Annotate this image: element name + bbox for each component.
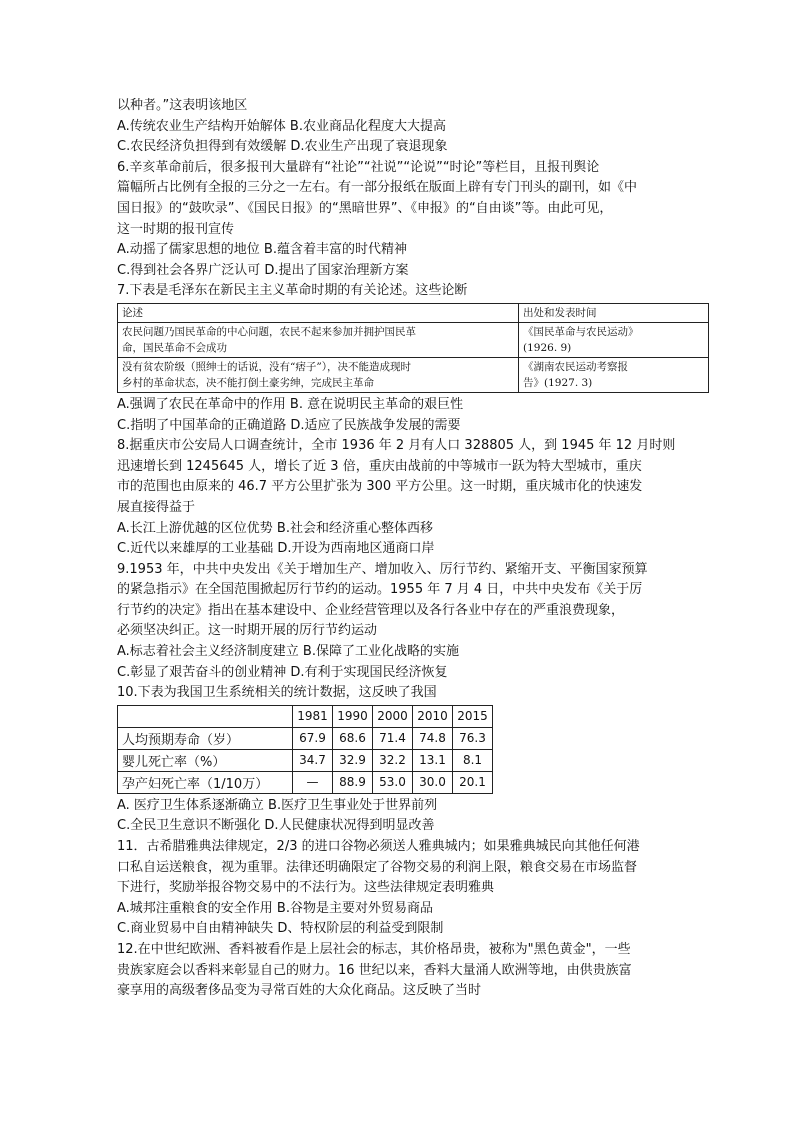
option-line: A. 医疗卫生体系逐渐确立 B.医疗卫生事业处于世界前列 — [117, 797, 438, 813]
year-header: 2000 — [373, 705, 413, 727]
text-line: 这一时期的报刊宣传 — [117, 221, 235, 237]
cell-line: 《湖南农民运动考察报 — [523, 360, 628, 373]
table-cell — [118, 322, 519, 357]
question-12: 12.在中世纪欧洲、香料被看作是上层社会的标志，其价格昂贵，被称为"黑色黄金"，一些 — [117, 942, 631, 957]
text-line: 口私自运送粮食，视为重罪。法律还明确限定了谷物交易的利润上限，粮食交易在市场监督 — [117, 859, 638, 875]
row-label: 婴儿死亡率（%） — [118, 749, 293, 771]
question-8: 8.据重庆市公安局人口调查统计，全市 1936 年 2 月有人口 328805 人，到 1945 年 12 月时则 — [117, 438, 676, 454]
question-7: 7.下表是毛泽东在新民主主义革命时期的有关论述。这些论断 — [117, 283, 468, 299]
text-line: 以种者。”这表明该地区 — [117, 98, 248, 113]
table-cell: 71.4 — [373, 727, 413, 749]
table-row — [118, 749, 493, 771]
row-label: 孕产妇死亡率（1/10万） — [118, 771, 293, 793]
year-header: 1981 — [293, 705, 333, 727]
table-cell — [118, 357, 519, 392]
table-header-empty — [118, 705, 293, 727]
table-cell: 53.0 — [373, 771, 413, 793]
year-header: 1990 — [333, 705, 373, 727]
table-header: 出处和发表时间 — [519, 303, 709, 322]
option-line: A.传统农业生产结构开始解体 B.农业商品化程度大大提高 — [117, 118, 446, 134]
text-line: 市的范围也由原来的 46.7 平方公里扩张为 300 平方公里。这一时期，重庆城市化的快速发 — [117, 479, 643, 495]
table-cell: — — [293, 771, 333, 793]
table-cell: 32.2 — [373, 749, 413, 771]
table-row — [118, 771, 493, 793]
option-line: C.指明了中国革命的正确道路 D.适应了民族战争发展的需要 — [117, 417, 461, 433]
option-line: C.全民卫生意识不断强化 D.人民健康状况得到明显改善 — [117, 818, 435, 834]
table-cell: 30.0 — [413, 771, 453, 793]
row-label: 人均预期寿命（岁） — [118, 727, 293, 749]
quote-table — [117, 303, 709, 393]
text-line: 贵族家庭会以香料来彰显自己的财力。16 世纪以来，香料大量涌人欧洲等地，由供贵族富 — [117, 962, 632, 978]
table-cell — [519, 357, 709, 392]
question-10: 10.下表为我国卫生系统相关的统计数据，这反映了我国 — [117, 685, 437, 701]
option-line: C.商业贸易中自由精神缺失 D、特权阶层的利益受到限制 — [117, 921, 444, 937]
table-row — [118, 357, 709, 392]
cell-line: 命，国民革命不会成功 — [122, 341, 227, 354]
question-9: 9.1953 年，中共中央发出《关于增加生产、增加收入、厉行节约、紧缩开支、平衡国家预算 — [117, 561, 648, 577]
table-cell: 32.9 — [333, 749, 373, 771]
text-line: 迅速增长到 1245645 人，增长了近 3 倍，重庆由战前的中等城市一跃为特大型城市，重庆 — [117, 458, 642, 474]
cell-line: (1926. 9) — [523, 341, 572, 354]
text-block-mid — [117, 395, 687, 704]
option-line: C.农民经济负担得到有效缓解 D.农业生产出现了衰退现象 — [117, 139, 448, 155]
text-line: 豪享用的高级奢侈品变为寻常百姓的大众化商品。这反映了当时 — [117, 983, 482, 999]
text-line: 下进行，奖励举报谷物交易中的不法行为。这些法律规定表明雅典 — [117, 880, 495, 896]
table-cell: 20.1 — [453, 771, 493, 793]
option-line: A.强调了农民在革命中的作用 B. 意在说明民主革命的艰巨性 — [117, 396, 464, 412]
option-line: C.彰显了艰苦奋斗的创业精神 D.有利于实现国民经济恢复 — [117, 664, 448, 680]
option-line: A.标志着社会主义经济制度建立 B.保障了工业化战略的实施 — [117, 644, 459, 660]
text-block-top — [117, 96, 687, 302]
text-block-bottom — [117, 796, 687, 1002]
year-header: 2015 — [453, 705, 493, 727]
table-cell: 67.9 — [293, 727, 333, 749]
table-row — [118, 322, 709, 357]
option-line: C.得到社会各界广泛认可 D.提出了国家治理新方案 — [117, 262, 409, 278]
cell-line: 没有贫农阶级（照绅士的话说，没有“痞子”），决不能造成现时 — [122, 360, 411, 373]
text-line: 国日报》的“鼓吹录”、《国民日报》的“黑暗世界”、《申报》的“自由谈”等。由此可见， — [117, 200, 613, 216]
exam-page — [117, 96, 687, 1002]
table-row — [118, 727, 493, 749]
table-header-row — [118, 303, 709, 322]
cell-line: 告》(1927. 3) — [523, 376, 593, 389]
question-6: 6.辛亥革命前后，很多报刊大量辟有“社论”“社说”“论说”“时论”等栏目，且报刊舆论 — [117, 159, 600, 175]
option-line: C.近代以来雄厚的工业基础 D.开设为西南地区通商口岸 — [117, 541, 435, 557]
year-header: 2010 — [413, 705, 453, 727]
table-cell: 34.7 — [293, 749, 333, 771]
option-line: A.动摇了儒家思想的地位 B.蕴含着丰富的时代精神 — [117, 242, 407, 258]
text-line: 篇幅所占比例有全报的三分之一左右。有一部分报纸在版面上辟有专门刊头的副刊，如《中 — [117, 180, 638, 196]
cell-line: 《国民革命与农民运动》 — [523, 325, 639, 338]
table-cell: 76.3 — [453, 727, 493, 749]
table-cell: 88.9 — [333, 771, 373, 793]
text-line: 行节约的决定》指出在基本建设中、企业经营管理以及各行各业中存在的严重浪费现象， — [117, 602, 625, 618]
cell-line: 农民问题乃国民革命的中心问题，农民不起来参加并拥护国民革 — [122, 325, 416, 338]
text-line: 的紧急指示》在全国范围掀起厉行节约的运动。1955 年 7 月 4 日，中共中央发布《关于厉 — [117, 582, 643, 598]
table-header: 论述 — [118, 303, 519, 322]
table-header-row — [118, 705, 493, 727]
cell-line: 乡村的革命状态，决不能打倒土豪劣绅，完成民主革命 — [122, 376, 374, 389]
table-cell — [519, 322, 709, 357]
question-11: 11．古希腊雅典法律规定，2/3 的进口谷物必须送人雅典城内；如果雅典城民向其他任何港 — [117, 839, 640, 855]
option-line: A.长江上游优越的区位优势 B.社会和经济重心整体西移 — [117, 520, 433, 536]
option-line: A.城邦注重粮食的安全作用 B.谷物是主要对外贸易商品 — [117, 900, 433, 916]
text-line: 必须坚决纠正。这一时期开展的厉行节约运动 — [117, 623, 378, 639]
health-stats-table — [117, 705, 493, 794]
table-cell: 8.1 — [453, 749, 493, 771]
table-cell: 13.1 — [413, 749, 453, 771]
table-cell: 74.8 — [413, 727, 453, 749]
text-line: 展直接得益于 — [117, 499, 196, 515]
table-cell: 68.6 — [333, 727, 373, 749]
